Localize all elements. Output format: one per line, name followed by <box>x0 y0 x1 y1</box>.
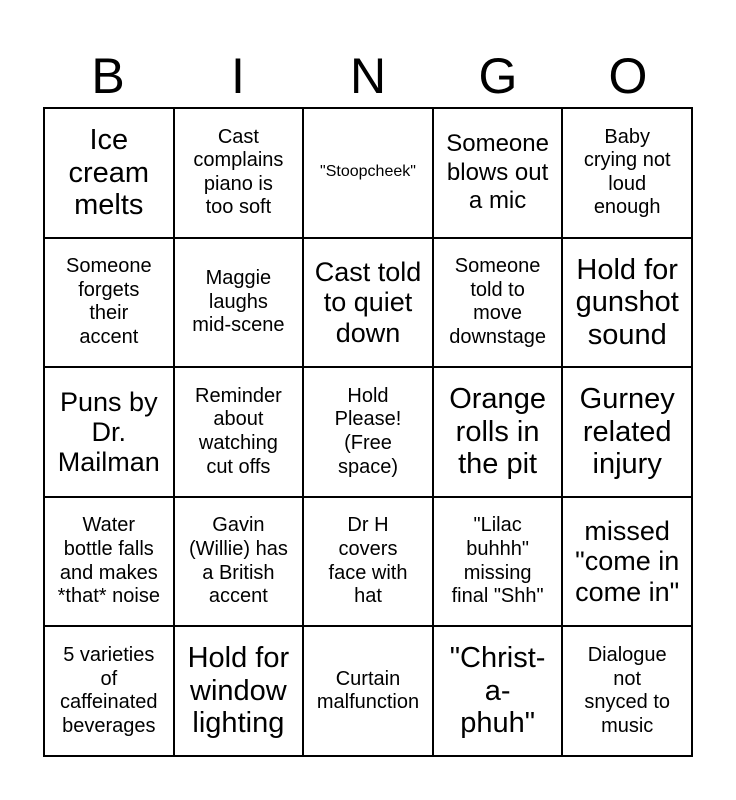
bingo-cell[interactable] <box>433 497 563 627</box>
cell-text: Someone blows out a mic <box>446 130 549 214</box>
cell-text: Hold Please! (Free space) <box>334 384 402 478</box>
cell-text: Cast told to quiet down <box>314 257 422 348</box>
cell-text: "Christ- a- phuh" <box>449 642 546 740</box>
bingo-cell[interactable] <box>44 497 174 627</box>
cell-text: Curtain malfunction <box>316 667 420 714</box>
header-letter-i: I <box>231 48 245 104</box>
bingo-cell[interactable] <box>303 238 433 368</box>
cell-text: Gavin (Willie) has a British accent <box>188 514 288 608</box>
bingo-cell[interactable] <box>562 497 692 627</box>
bingo-cell[interactable] <box>562 238 692 368</box>
bingo-cell[interactable] <box>562 367 692 497</box>
bingo-cell[interactable] <box>562 626 692 756</box>
bingo-board <box>43 107 693 757</box>
cell-text: Hold for window lighting <box>187 642 290 740</box>
cell-text: Someone forgets their accent <box>65 255 152 348</box>
cell-text: Someone told to move downstage <box>449 255 546 348</box>
cell-text: Hold for gunshot sound <box>575 253 679 351</box>
cell-text: "Stoopcheek" <box>320 163 416 181</box>
cell-text: Baby crying not loud enough <box>583 125 671 219</box>
bingo-cell[interactable] <box>44 238 174 368</box>
cell-text: Reminder about watching cut offs <box>195 384 282 478</box>
bingo-cell[interactable] <box>174 108 304 238</box>
bingo-cell[interactable] <box>174 367 304 497</box>
bingo-cell[interactable] <box>174 626 304 756</box>
bingo-cell[interactable] <box>433 108 563 238</box>
cell-text: Orange rolls in the pit <box>449 383 546 481</box>
cell-text: Cast complains piano is too soft <box>193 125 284 219</box>
header-letter-n: N <box>349 48 387 104</box>
cell-text: Dr H covers face with hat <box>328 514 408 608</box>
cell-text: missed "come in come in" <box>575 516 680 607</box>
bingo-cell[interactable] <box>303 108 433 238</box>
bingo-cell[interactable] <box>303 497 433 627</box>
bingo-cell[interactable] <box>174 497 304 627</box>
cell-text: "Lilac buhhh" missing final "Shh" <box>451 514 544 608</box>
bingo-cell[interactable] <box>303 367 433 497</box>
bingo-cell[interactable] <box>562 108 692 238</box>
cell-text: Water bottle falls and makes *that* noise <box>57 514 160 608</box>
bingo-cell[interactable] <box>44 626 174 756</box>
bingo-cell[interactable] <box>433 238 563 368</box>
bingo-cell[interactable] <box>303 626 433 756</box>
cell-text: 5 varieties of caffeinated beverages <box>60 644 158 737</box>
bingo-cell[interactable] <box>433 626 563 756</box>
bingo-cell[interactable] <box>44 108 174 238</box>
cell-text: Gurney related injury <box>579 383 675 481</box>
header-letter-b: B <box>91 48 125 104</box>
cell-text: Maggie laughs mid-scene <box>192 267 285 337</box>
cell-text: Puns by Dr. Mailman <box>57 386 160 478</box>
cell-text: Ice cream melts <box>68 124 150 222</box>
bingo-cell[interactable] <box>44 367 174 497</box>
bingo-header <box>43 48 693 104</box>
bingo-cell[interactable] <box>433 367 563 497</box>
header-letter-g: G <box>478 48 518 104</box>
bingo-cell[interactable] <box>174 238 304 368</box>
header-letter-o: O <box>608 48 648 104</box>
cell-text: Dialogue not snyced to music <box>584 644 670 737</box>
